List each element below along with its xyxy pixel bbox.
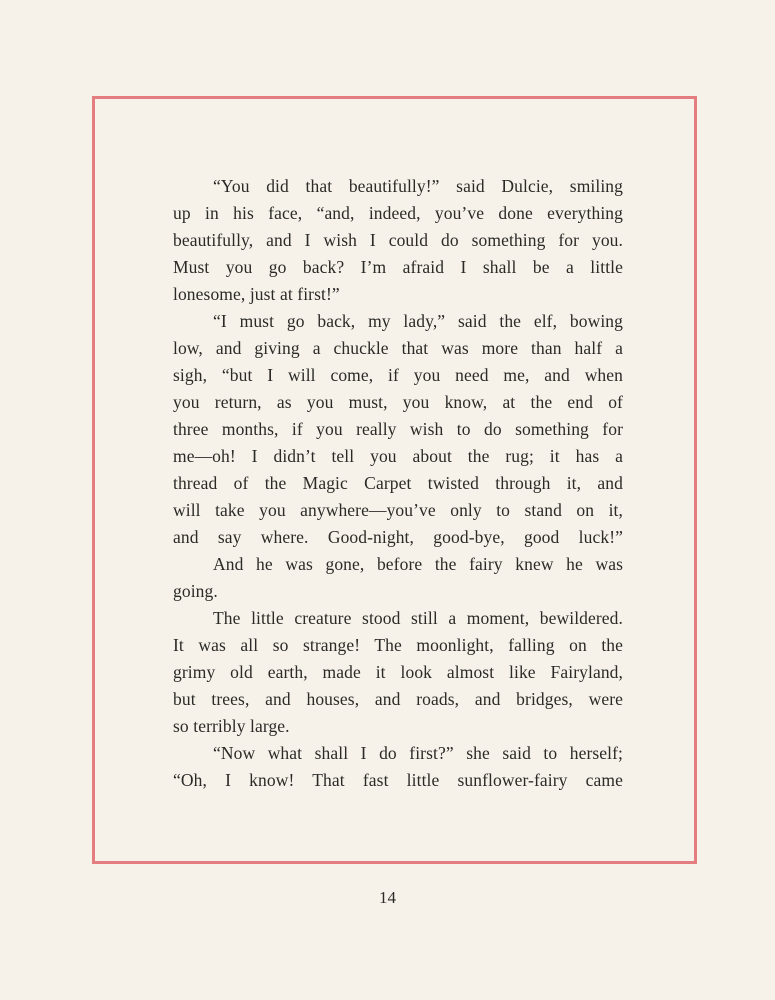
text-line: grimy old earth, made it look almost like Fairyland, bbox=[173, 662, 623, 682]
text-line: three months, if you really wish to do something for bbox=[173, 419, 623, 439]
text-line: “I must go back, my lady,” said the elf, bowing bbox=[213, 311, 623, 331]
text-line: thread of the Magic Carpet twisted through it, and bbox=[173, 473, 623, 493]
text-line: sigh, “but I will come, if you need me, and when bbox=[173, 365, 623, 385]
text-line: lonesome, just at first!” bbox=[173, 284, 340, 304]
text-line: me—oh! I didn’t tell you about the rug; it has a bbox=[173, 446, 623, 466]
text-line: going. bbox=[173, 581, 218, 601]
text-line: It was all so strange! The moonlight, falling on the bbox=[173, 635, 623, 655]
text-line: beautifully, and I wish I could do something for you. bbox=[173, 230, 623, 250]
text-line: up in his face, “and, indeed, you’ve done everything bbox=[173, 203, 623, 223]
text-line: And he was gone, before the fairy knew he was bbox=[213, 554, 623, 574]
text-line: low, and giving a chuckle that was more than half a bbox=[173, 338, 623, 358]
text-line: will take you anywhere—you’ve only to stand on it, bbox=[173, 500, 623, 520]
text-line: but trees, and houses, and roads, and bridges, were bbox=[173, 689, 623, 709]
text-line: “Oh, I know! That fast little sunflower-fairy came bbox=[173, 770, 623, 790]
story-text bbox=[173, 173, 623, 794]
text-line: “Now what shall I do first?” she said to herself; bbox=[213, 743, 623, 763]
text-line: you return, as you must, you know, at the end of bbox=[173, 392, 623, 412]
text-line: and say where. Good-night, good-bye, good luck!” bbox=[173, 527, 623, 547]
text-line: so terribly large. bbox=[173, 716, 290, 736]
page-number: 14 bbox=[379, 888, 396, 907]
text-line: “You did that beautifully!” said Dulcie, smiling bbox=[213, 176, 623, 196]
text-line: The little creature stood still a moment, bewildered. bbox=[213, 608, 623, 628]
text-line: Must you go back? I’m afraid I shall be a little bbox=[173, 257, 623, 277]
